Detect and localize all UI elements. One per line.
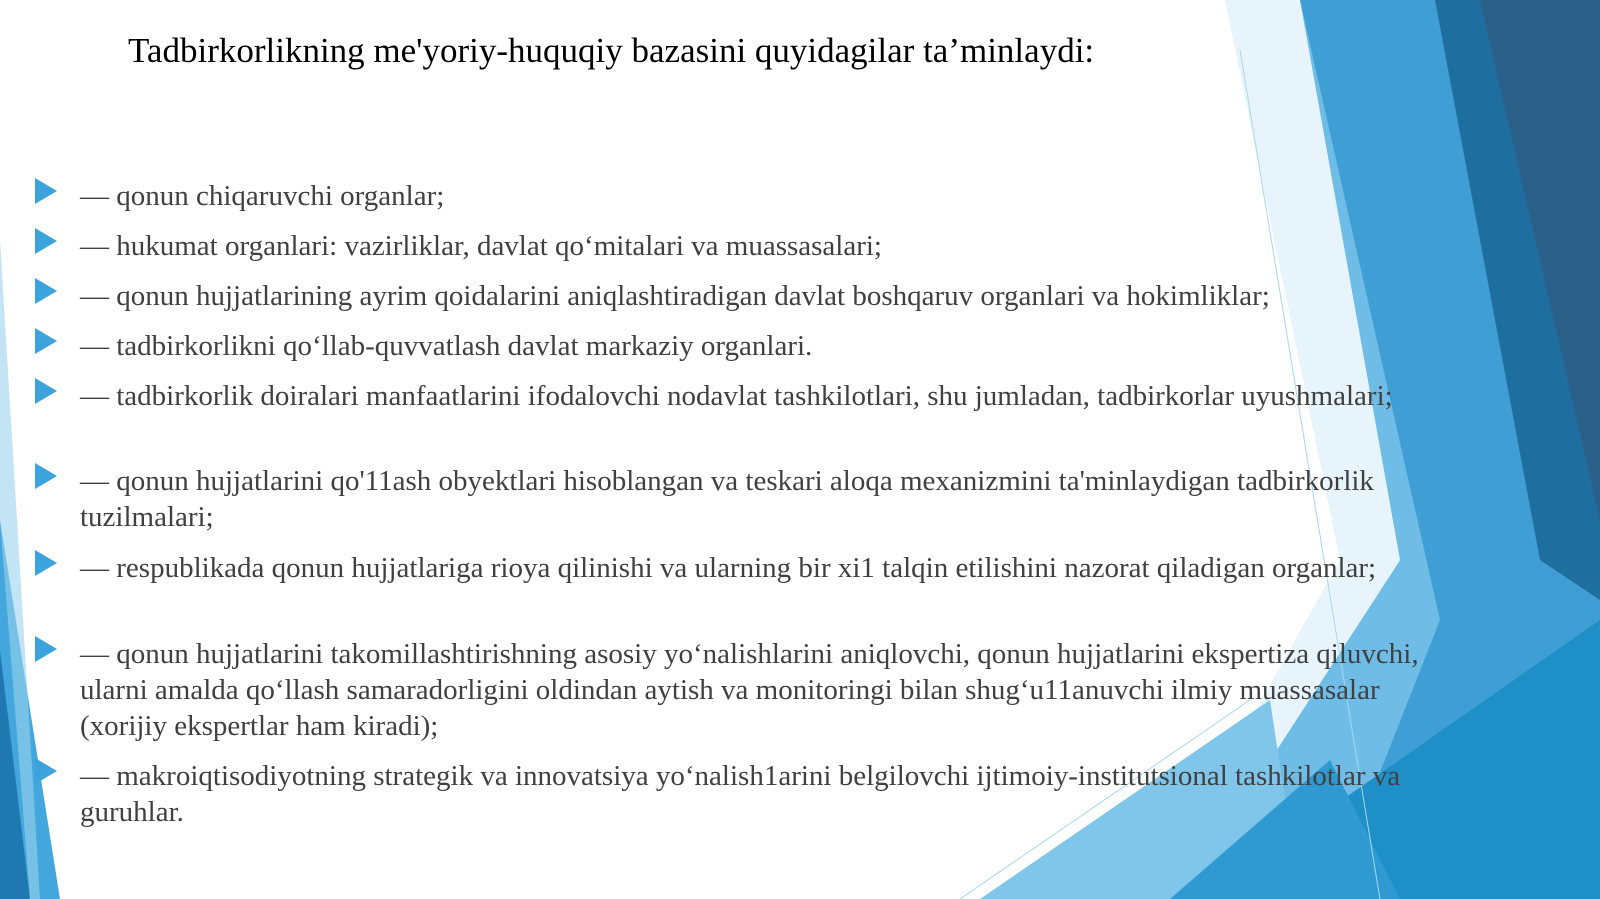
triangle-bullet-icon <box>35 228 57 254</box>
list-item-text: — qonun chiqaruvchi organlar; <box>80 180 445 212</box>
list-item <box>80 463 1500 535</box>
list-item <box>80 636 1440 744</box>
triangle-bullet-icon <box>35 463 57 489</box>
list-item-text: — tadbirkorlik doiralari manfaatlarini ifodalovchi nodavlat tashkilotlari, shu jumladan, tadbirkorlar uyushmalari; <box>80 380 1393 412</box>
triangle-bullet-icon <box>35 550 57 576</box>
triangle-bullet-icon <box>35 378 57 404</box>
list-item-text: — qonun hujjatlarini takomillashtirishning asosiy yo‘nalishlarini aniqlovchi, qonun hujjatlarini ekspertiza qiluvchi, ularni amalda qo‘llash samaradorligini oldindan aytish va monitoringi bilan shug‘u11anuvchi ilmiy muassasalar (xorijiy ekspertlar ham kiradi); <box>80 638 1419 742</box>
list-item <box>80 228 1500 264</box>
list-item-text: — qonun hujjatlarining ayrim qoidalarini aniqlashtiradigan davlat boshqaruv organlari va hokimliklar; <box>80 280 1270 312</box>
list-item-text: — hukumat organlari: vazirliklar, davlat qo‘mitalari va muassasalari; <box>80 230 882 262</box>
list-item-text: — makroiqtisodiyotning strategik va innovatsiya yo‘nalish1arini belgilovchi ijtimoiy-institutsional tashkilotlar va guruhlar. <box>80 760 1401 828</box>
list-item-text: — qonun hujjatlarini qo'11ash obyektlari hisoblangan va teskari aloqa mexanizmini ta'minlaydigan tadbirkorlik tuzilmalari; <box>80 465 1374 533</box>
triangle-bullet-icon <box>35 636 57 662</box>
list-item-text: — respublikada qonun hujjatlariga rioya qilinishi va ularning bir xi1 talqin etilishini nazorat qiladigan organlar; <box>80 552 1377 584</box>
list-item <box>80 378 1500 414</box>
list-item-text: — tadbirkorlikni qo‘llab-quvvatlash davlat markaziy organlari. <box>80 330 813 362</box>
slide-title: Tadbirkorlikning me'yoriy-huquqiy bazasini quyidagilar ta’minlaydi: <box>128 31 1095 70</box>
list-item <box>80 758 1500 830</box>
list-item <box>80 278 1500 314</box>
list-item <box>80 178 1500 214</box>
triangle-bullet-icon <box>35 178 57 204</box>
triangle-bullet-icon <box>35 758 57 784</box>
list-item <box>80 550 1500 586</box>
triangle-bullet-icon <box>35 328 57 354</box>
triangle-bullet-icon <box>35 278 57 304</box>
list-item <box>80 328 1500 364</box>
